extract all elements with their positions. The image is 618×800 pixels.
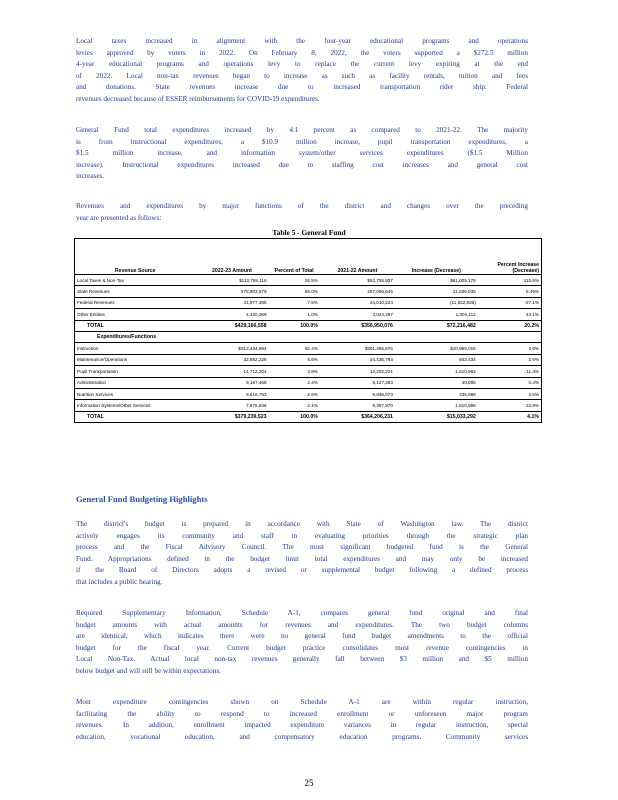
increase: 335,689	[395, 388, 478, 399]
text-line: if the Board of Directors adopts a revised or supplemental budget following a defined process	[76, 566, 528, 575]
header-increase: Increase (Decrease)	[395, 239, 478, 275]
row-label: Other Entities	[75, 309, 196, 320]
row-label: Instruction	[75, 343, 196, 354]
budget-paragraph-2	[76, 608, 528, 678]
table-row	[75, 297, 542, 308]
percent-of-total: 100.0%	[269, 411, 320, 422]
table-row	[75, 366, 542, 377]
percent-increase: 43.1%	[478, 309, 542, 320]
revenue-intro-paragraph	[76, 201, 528, 224]
row-label: Local Taxes & Non-Tax	[75, 275, 196, 286]
increase: 40,085	[395, 377, 478, 388]
text-line: General Fund total expenditures increased by 4.1 percent as compared to 2021-22. The majority	[76, 126, 528, 134]
text-line: $1.5 million increase, and information system/other services expenditures ($1.5 Million	[76, 149, 528, 158]
percent-increase: 2.6%	[478, 354, 542, 365]
percent-of-total: 7.5%	[269, 297, 320, 308]
text-line: increases.	[76, 172, 105, 181]
text-line: of 2022. Local non-tax revenues began to increase as such as facility rentals, tuition and fees	[76, 71, 528, 80]
row-label: Administration	[75, 377, 196, 388]
percent-increase: 11.4%	[478, 366, 542, 377]
text-line: Revenues and expenditures by major functions of the district and changes over the preceding	[76, 202, 528, 210]
page-number: 25	[304, 778, 314, 788]
expenditure-total-row	[75, 411, 542, 422]
table-title: Table 5 - General Fund	[272, 228, 346, 237]
table-header-row	[75, 239, 542, 275]
table-row	[75, 377, 542, 388]
amount-2022-23: 9,167,468	[195, 377, 268, 388]
amount-2022-23: 31,977,385	[195, 297, 268, 308]
amount-2022-23: $312,434,694	[195, 343, 268, 354]
amount-2021-22: $52,755,937	[320, 275, 395, 286]
amount-2022-23: 7,875,836	[195, 400, 268, 411]
row-label: State Revenues	[75, 286, 196, 297]
row-label: Maintenance/Operations	[75, 354, 196, 365]
amount-2022-23: 14,712,204	[195, 366, 268, 377]
percent-of-total: 2.4%	[269, 377, 320, 388]
amount-2021-22: $356,950,076	[320, 320, 395, 331]
percent-of-total: 100.0%	[269, 320, 320, 331]
text-line: Local taxes increased in alignment with the four-year educational programs and operations	[76, 37, 528, 45]
row-label: Nutrition Services	[75, 388, 196, 399]
text-line: is from instructional expenditures, a $10.9 million increase, pupil transportation expenditures, a	[76, 137, 528, 146]
text-line: Local Non-Tax. Actual local non-tax revenues generally fall between $3 million and $5 million	[76, 655, 528, 664]
percent-of-total: 82.4%	[269, 343, 320, 354]
expenditures-section-row	[75, 331, 542, 342]
percent-of-total: 1.0%	[269, 309, 320, 320]
text-line: actively engages its community and staff in evaluating priorities through the strategic plan	[76, 531, 528, 540]
budget-paragraph-3	[76, 697, 528, 743]
percent-of-total: 26.5%	[269, 275, 320, 286]
percent-of-total: 3.9%	[269, 366, 320, 377]
amount-2021-22: 3,024,257	[320, 309, 395, 320]
increase: 1,510,866	[395, 400, 478, 411]
increase: (11,932,839)	[395, 297, 478, 308]
percent-of-total: 8.6%	[269, 354, 320, 365]
text-line: levies approved by voters in 2022. On February 8, 2022, the voters supported a $272.5 million	[76, 48, 528, 57]
text-line: Required Supplementary Information, Schedule A-1, compares general fund original and final	[76, 609, 528, 617]
table-row	[75, 343, 542, 354]
text-line: Most expenditure contingencies shown on Schedule A-1 are within regular instruction,	[76, 698, 528, 706]
increase: $72,216,482	[395, 320, 478, 331]
revenue-total-row	[75, 320, 542, 331]
text-line: 4-year educational programs and operations levy to replace the current levy expiring at the end	[76, 60, 528, 69]
percent-increase: 3.6%	[478, 343, 542, 354]
text-line: year are presented as follows:	[76, 213, 162, 222]
header-revenue-source: Revenue Source	[75, 239, 196, 275]
text-line: education, vocational education, and compensatory education programs. Community services	[76, 732, 528, 741]
text-line: increase). Instructional expenditures increased due to staffing cost increases and general cost	[76, 160, 528, 169]
amount-2021-22: 13,202,221	[320, 366, 395, 377]
increase: 843,434	[395, 354, 478, 365]
row-label: Federal Revenues	[75, 297, 196, 308]
increase: $15,033,292	[395, 411, 478, 422]
percent-increase: 0.4%	[478, 377, 542, 388]
amount-2022-23: $429,166,558	[195, 320, 268, 331]
amount-2022-23: 9,816,753	[195, 388, 268, 399]
text-line: budget for the fiscal year. Current budget practice consolidates most revenue contingencies in	[76, 643, 528, 652]
text-line: process and the Fiscal Advisory Council. The most significant budgeted fund is the General	[76, 543, 528, 552]
amount-2021-22: 9,836,673	[320, 388, 395, 399]
amount-2022-23: $379,239,523	[195, 411, 268, 422]
increase: $61,009,179	[395, 275, 478, 286]
amount-2022-23: 32,882,228	[195, 354, 268, 365]
text-line: below budget and will still be within expectations.	[76, 666, 221, 675]
table-row	[75, 400, 542, 411]
row-label: TOTAL	[75, 411, 196, 422]
general-fund-table	[74, 238, 542, 423]
percent-increase: 3.5%	[478, 388, 542, 399]
text-line: facilitating the ability to respond to increased enrollment or unforeseen major program	[76, 709, 528, 718]
text-line: Fund. Appropriations defined in the budget limit total expenditures and may only be increased	[76, 554, 528, 563]
percent-of-total: 65.0%	[269, 286, 320, 297]
text-line: that includes a public hearing.	[76, 577, 163, 586]
amount-2021-22: 44,010,224	[320, 297, 395, 308]
amount-2022-23: $113,765,116	[195, 275, 268, 286]
text-line: budget amounts with actual amounts for revenues and expenditures. The two budget columns	[76, 620, 528, 629]
amount-2021-22: 6,357,970	[320, 400, 395, 411]
text-line: revenues decreased because of ESSER reimbursements for COVID-19 expenditures.	[76, 94, 320, 103]
header-2021-22-amount: 2021-22 Amount	[320, 239, 395, 275]
row-label: Information Systems/Other Services	[75, 400, 196, 411]
percent-of-total: 2.1%	[269, 400, 320, 411]
percent-increase: 20.2%	[478, 320, 542, 331]
table-row	[75, 388, 542, 399]
text-line: revenues. In addition, enrollment impacted expenditure variances in regular instruction, special	[76, 721, 528, 730]
increase: 1,304,112	[395, 309, 478, 320]
table-row	[75, 275, 542, 286]
amount-2021-22: $364,206,231	[320, 411, 395, 422]
table-row	[75, 354, 542, 365]
section-label: Expenditures/Functions	[75, 331, 542, 342]
header-percent-of-total: Percent of Total	[269, 239, 320, 275]
percent-of-total: 2.6%	[269, 388, 320, 399]
percent-increase: 23.8%	[478, 400, 542, 411]
table-row	[75, 309, 542, 320]
text-line: are identical, which indicates there were no general fund budget amendments to the official	[76, 632, 528, 641]
amount-2021-22: $301,465,676	[320, 343, 395, 354]
row-label: TOTAL	[75, 320, 196, 331]
amount-2021-22: 257,066,645	[320, 286, 395, 297]
amount-2021-22: 24,436,794	[320, 354, 395, 365]
expenditure-paragraph	[76, 125, 528, 183]
row-label: Pupil Transportation	[75, 366, 196, 377]
percent-increase: -27.1%	[478, 297, 542, 308]
text-line: The district's budget is prepared in accordance with State of Washington law. The district	[76, 520, 528, 528]
amount-2021-22: 9,127,383	[320, 377, 395, 388]
text-line: and donations. State revenues increase due to increased transportation rider ship. Federal	[76, 83, 528, 92]
amount-2022-23: 278,803,679	[195, 286, 268, 297]
percent-increase: 8.49%	[478, 286, 542, 297]
increase: 1,510,983	[395, 366, 478, 377]
table-row	[75, 286, 542, 297]
header-percent-increase: Percent Increase (Decrease)	[478, 239, 542, 275]
amount-2022-23: 4,320,369	[195, 309, 268, 320]
header-2022-23-amount: 2022-23 Amount	[195, 239, 268, 275]
increase: 21,836,035	[395, 286, 478, 297]
budget-paragraph-1	[76, 519, 528, 589]
intro-paragraph	[76, 36, 528, 106]
section-heading: General Fund Budgeting Highlights	[76, 494, 208, 504]
percent-increase: 4.1%	[478, 411, 542, 422]
percent-increase: 115.6%	[478, 275, 542, 286]
increase: $10,969,016	[395, 343, 478, 354]
